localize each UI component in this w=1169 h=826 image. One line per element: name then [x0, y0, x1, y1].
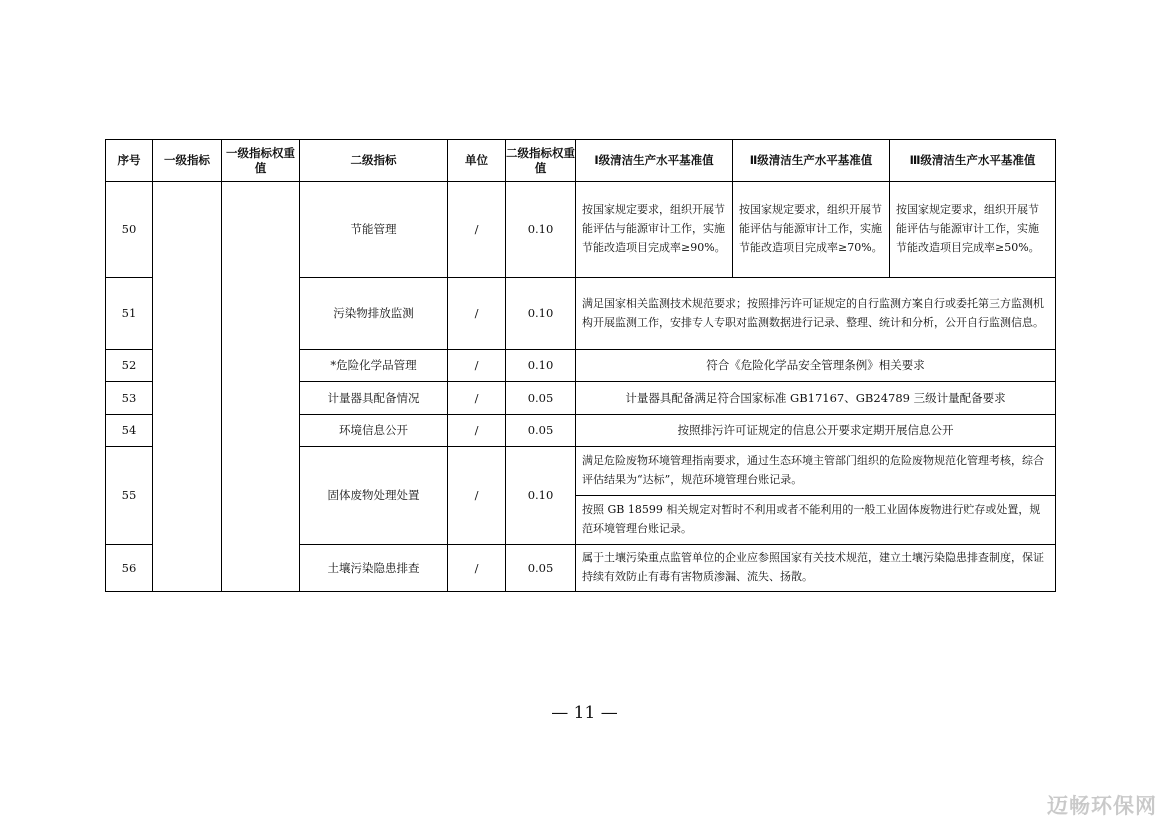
row-weight: 0.10	[506, 447, 576, 545]
row-indicator: 土壤污染隐患排查	[300, 545, 448, 592]
row-seq: 56	[106, 545, 153, 592]
row-unit: /	[448, 278, 506, 350]
row-requirement-hazardous: 满足危险废物环境管理指南要求，通过生态环境主管部门组织的危险废物规范化管理考核，综合评估结果为“达标”，规范环境管理台账记录。	[576, 447, 1056, 496]
row-indicator: 污染物排放监测	[300, 278, 448, 350]
row-weight: 0.05	[506, 415, 576, 447]
row-weight: 0.10	[506, 278, 576, 350]
row-seq: 55	[106, 447, 153, 545]
level1-weight-cell	[222, 182, 300, 592]
header-level2-weight: 二级指标权重值	[506, 140, 576, 182]
row-weight: 0.10	[506, 182, 576, 278]
row-unit: /	[448, 447, 506, 545]
row-indicator: *危险化学品管理	[300, 350, 448, 382]
row-requirement: 符合《危险化学品安全管理条例》相关要求	[576, 350, 1056, 382]
row-requirement-general-solid: 按照 GB 18599 相关规定对暂时不利用或者不能利用的一般工业固体废物进行贮存或处置，规范环境管理台账记录。	[576, 496, 1056, 545]
row-seq: 52	[106, 350, 153, 382]
row-unit: /	[448, 350, 506, 382]
row-grade1: 按国家规定要求，组织开展节能评估与能源审计工作，实施节能改造项目完成率≥90%。	[576, 182, 733, 278]
row-requirement: 按照排污许可证规定的信息公开要求定期开展信息公开	[576, 415, 1056, 447]
row-seq: 54	[106, 415, 153, 447]
row-grade3: 按国家规定要求，组织开展节能评估与能源审计工作，实施节能改造项目完成率≥50%。	[890, 182, 1056, 278]
row-unit: /	[448, 182, 506, 278]
row-weight: 0.05	[506, 545, 576, 592]
row-weight: 0.05	[506, 382, 576, 415]
row-indicator: 节能管理	[300, 182, 448, 278]
row-seq: 53	[106, 382, 153, 415]
header-grade2: Ⅱ级清洁生产水平基准值	[733, 140, 890, 182]
table-row	[106, 182, 1056, 278]
page-number: — 11 —	[551, 703, 618, 723]
row-unit: /	[448, 415, 506, 447]
row-indicator: 计量器具配备情况	[300, 382, 448, 415]
header-grade1: Ⅰ级清洁生产水平基准值	[576, 140, 733, 182]
header-grade3: Ⅲ级清洁生产水平基准值	[890, 140, 1056, 182]
row-unit: /	[448, 545, 506, 592]
row-grade2: 按国家规定要求，组织开展节能评估与能源审计工作，实施节能改造项目完成率≥70%。	[733, 182, 890, 278]
header-unit: 单位	[448, 140, 506, 182]
header-level2: 二级指标	[300, 140, 448, 182]
table-header-row	[106, 140, 1056, 182]
row-requirement: 属于土壤污染重点监管单位的企业应参照国家有关技术规范，建立土壤污染隐患排查制度，保证持续有效防止有毒有害物质渗漏、流失、扬散。	[576, 545, 1056, 592]
row-seq: 51	[106, 278, 153, 350]
header-level1-weight: 一级指标权重值	[222, 140, 300, 182]
row-indicator: 固体废物处理处置	[300, 447, 448, 545]
row-weight: 0.10	[506, 350, 576, 382]
header-seq: 序号	[106, 140, 153, 182]
clean-production-indicator-table	[105, 139, 1056, 592]
row-unit: /	[448, 382, 506, 415]
row-indicator: 环境信息公开	[300, 415, 448, 447]
row-requirement: 计量器具配备满足符合国家标准 GB17167、GB24789 三级计量配备要求	[576, 382, 1056, 415]
row-requirement: 满足国家相关监测技术规范要求；按照排污许可证规定的自行监测方案自行或委托第三方监测机构开展监测工作，安排专人专职对监测数据进行记录、整理、统计和分析，公开自行监测信息。	[576, 278, 1056, 350]
header-level1: 一级指标	[153, 140, 222, 182]
row-seq: 50	[106, 182, 153, 278]
level1-cell	[153, 182, 222, 592]
watermark-logo: 迈畅环保网	[1047, 794, 1157, 818]
